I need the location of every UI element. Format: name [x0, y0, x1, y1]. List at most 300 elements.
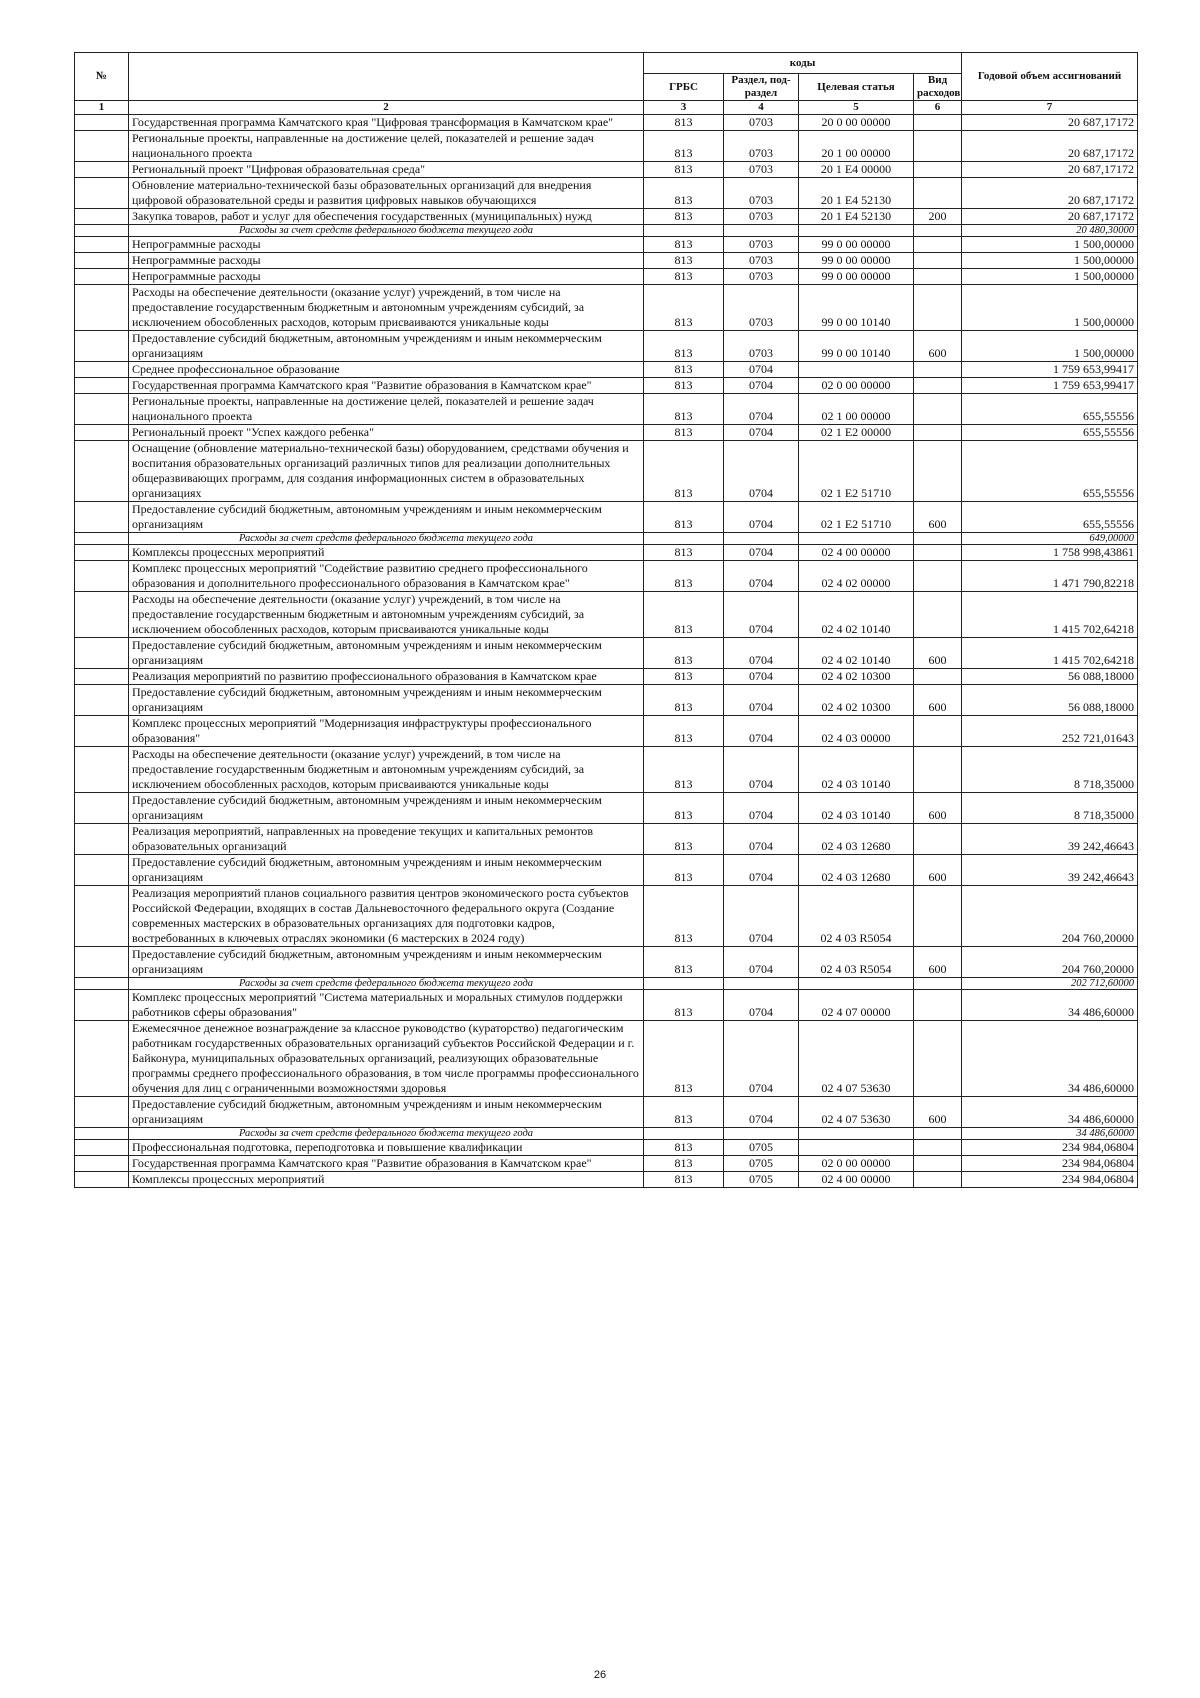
cell-amount: 20 687,17172: [962, 162, 1138, 178]
cell-amount: 39 242,46643: [962, 824, 1138, 855]
cell-no: [75, 545, 129, 561]
cell-no: [75, 269, 129, 285]
cell-target: 02 4 03 R5054: [799, 947, 914, 978]
cell-name: Комплекс процессных мероприятий "Модернизация инфраструктуры профессионального образования": [129, 716, 644, 747]
cell-section: 0704: [724, 425, 799, 441]
cell-no: [75, 793, 129, 824]
cell-amount: 202 712,60000: [962, 978, 1138, 990]
cell-name: Среднее профессиональное образование: [129, 362, 644, 378]
cell-kind: 600: [914, 638, 962, 669]
cell-grbs: 813: [644, 502, 724, 533]
cell-name: Предоставление субсидий бюджетным, автономным учреждениям и иным некоммерческим организациям: [129, 1097, 644, 1128]
cell-grbs: [644, 533, 724, 545]
cell-amount: 1 500,00000: [962, 253, 1138, 269]
cell-amount: 204 760,20000: [962, 947, 1138, 978]
cell-target: 02 4 02 10300: [799, 669, 914, 685]
cell-no: [75, 978, 129, 990]
table-row: [75, 362, 1138, 378]
cell-section: 0704: [724, 394, 799, 425]
cell-target: 02 0 00 00000: [799, 1156, 914, 1172]
cell-section: 0704: [724, 638, 799, 669]
cell-amount: 655,55556: [962, 502, 1138, 533]
table-row: [75, 331, 1138, 362]
cell-name: Предоставление субсидий бюджетным, автономным учреждениям и иным некоммерческим организациям: [129, 855, 644, 886]
cell-grbs: 813: [644, 545, 724, 561]
col-number: 7: [962, 101, 1138, 115]
cell-amount: 252 721,01643: [962, 716, 1138, 747]
cell-amount: 1 759 653,99417: [962, 378, 1138, 394]
cell-section: 0705: [724, 1172, 799, 1188]
cell-section: 0704: [724, 685, 799, 716]
cell-amount: 1 758 998,43861: [962, 545, 1138, 561]
cell-section: 0704: [724, 886, 799, 947]
col-number: 2: [129, 101, 644, 115]
cell-no: [75, 285, 129, 331]
cell-target: 02 4 03 10140: [799, 793, 914, 824]
cell-kind: [914, 1021, 962, 1097]
cell-no: [75, 886, 129, 947]
cell-amount: 8 718,35000: [962, 793, 1138, 824]
table-row: [75, 502, 1138, 533]
cell-amount: 8 718,35000: [962, 747, 1138, 793]
cell-grbs: 813: [644, 824, 724, 855]
cell-no: [75, 990, 129, 1021]
cell-amount: 1 415 702,64218: [962, 592, 1138, 638]
cell-target: [799, 362, 914, 378]
table-row: [75, 1097, 1138, 1128]
table-row: [75, 1140, 1138, 1156]
cell-no: [75, 253, 129, 269]
cell-section: 0704: [724, 947, 799, 978]
cell-section: 0703: [724, 131, 799, 162]
cell-name: Непрограммные расходы: [129, 269, 644, 285]
cell-name: Региональный проект "Цифровая образовательная среда": [129, 162, 644, 178]
cell-target: 02 4 07 53630: [799, 1097, 914, 1128]
cell-grbs: 813: [644, 178, 724, 209]
cell-grbs: 813: [644, 592, 724, 638]
table-row: [75, 592, 1138, 638]
cell-no: [75, 209, 129, 225]
cell-kind: [914, 178, 962, 209]
cell-kind: 600: [914, 1097, 962, 1128]
cell-amount: 56 088,18000: [962, 685, 1138, 716]
cell-kind: [914, 716, 962, 747]
cell-grbs: 813: [644, 1140, 724, 1156]
cell-target: [799, 533, 914, 545]
cell-kind: [914, 269, 962, 285]
cell-amount: 234 984,06804: [962, 1172, 1138, 1188]
table-row: [75, 669, 1138, 685]
cell-amount: 20 687,17172: [962, 115, 1138, 131]
cell-amount: 39 242,46643: [962, 855, 1138, 886]
cell-kind: 200: [914, 209, 962, 225]
budget-table: [74, 52, 1138, 1188]
budget-sheet: [74, 52, 1137, 1188]
cell-section: 0703: [724, 209, 799, 225]
cell-grbs: 813: [644, 747, 724, 793]
cell-amount: 655,55556: [962, 394, 1138, 425]
cell-no: [75, 237, 129, 253]
cell-target: 02 4 03 12680: [799, 855, 914, 886]
cell-kind: [914, 561, 962, 592]
cell-grbs: 813: [644, 285, 724, 331]
cell-target: [799, 978, 914, 990]
cell-no: [75, 1021, 129, 1097]
cell-grbs: 813: [644, 561, 724, 592]
cell-target: 02 4 03 00000: [799, 716, 914, 747]
cell-amount: 34 486,60000: [962, 990, 1138, 1021]
cell-name: Расходы за счет средств федерального бюджета текущего года: [129, 533, 644, 545]
cell-section: 0704: [724, 669, 799, 685]
cell-grbs: 813: [644, 237, 724, 253]
header-target: Целевая статья: [799, 74, 914, 101]
cell-no: [75, 502, 129, 533]
cell-no: [75, 685, 129, 716]
cell-name: Государственная программа Камчатского края "Развитие образования в Камчатском крае": [129, 1156, 644, 1172]
cell-no: [75, 378, 129, 394]
note-row: [75, 978, 1138, 990]
cell-no: [75, 162, 129, 178]
cell-kind: [914, 253, 962, 269]
header-codes: коды: [644, 53, 962, 74]
cell-section: 0703: [724, 285, 799, 331]
cell-amount: 56 088,18000: [962, 669, 1138, 685]
table-row: [75, 378, 1138, 394]
cell-target: 02 1 E2 00000: [799, 425, 914, 441]
cell-section: 0705: [724, 1140, 799, 1156]
cell-kind: [914, 886, 962, 947]
cell-grbs: 813: [644, 990, 724, 1021]
cell-target: 99 0 00 10140: [799, 285, 914, 331]
cell-name: Профессиональная подготовка, переподготовка и повышение квалификации: [129, 1140, 644, 1156]
cell-name: Непрограммные расходы: [129, 237, 644, 253]
cell-no: [75, 362, 129, 378]
cell-no: [75, 178, 129, 209]
cell-amount: 34 486,60000: [962, 1128, 1138, 1140]
cell-amount: 34 486,60000: [962, 1097, 1138, 1128]
table-row: [75, 131, 1138, 162]
cell-name: Комплекс процессных мероприятий "Содействие развитию среднего профессионального образования и дополнительного профессионального образования в Камчатском крае": [129, 561, 644, 592]
cell-kind: [914, 131, 962, 162]
cell-section: 0704: [724, 793, 799, 824]
cell-no: [75, 1156, 129, 1172]
cell-kind: [914, 824, 962, 855]
cell-target: 02 4 03 10140: [799, 747, 914, 793]
cell-target: 02 4 02 10140: [799, 592, 914, 638]
cell-name: Региональные проекты, направленные на достижение целей, показателей и решение задач национального проекта: [129, 394, 644, 425]
cell-no: [75, 1097, 129, 1128]
cell-name: Ежемесячное денежное вознаграждение за классное руководство (кураторство) педагогическим работникам государственных образовательных организаций субъектов Российской Федерации и г. Байконура, муниципальных образовательных организаций, реализующих образовательные программы среднего профессионального образования, в том числе программы профессионального обучения для лиц с ограниченными возможностями здоровья: [129, 1021, 644, 1097]
cell-section: [724, 533, 799, 545]
cell-grbs: 813: [644, 947, 724, 978]
cell-section: 0703: [724, 269, 799, 285]
cell-kind: [914, 362, 962, 378]
cell-amount: 1 471 790,82218: [962, 561, 1138, 592]
cell-target: 20 1 E4 52130: [799, 209, 914, 225]
cell-name: Предоставление субсидий бюджетным, автономным учреждениям и иным некоммерческим организациям: [129, 947, 644, 978]
cell-kind: [914, 1140, 962, 1156]
cell-kind: [914, 237, 962, 253]
cell-grbs: 813: [644, 394, 724, 425]
table-row: [75, 561, 1138, 592]
cell-grbs: 813: [644, 162, 724, 178]
cell-grbs: 813: [644, 669, 724, 685]
cell-target: 02 0 00 00000: [799, 378, 914, 394]
cell-kind: 600: [914, 855, 962, 886]
cell-kind: [914, 378, 962, 394]
cell-grbs: 813: [644, 638, 724, 669]
cell-grbs: 813: [644, 441, 724, 502]
cell-kind: [914, 545, 962, 561]
cell-grbs: 813: [644, 115, 724, 131]
cell-kind: [914, 115, 962, 131]
note-row: [75, 533, 1138, 545]
cell-section: 0704: [724, 716, 799, 747]
cell-no: [75, 131, 129, 162]
cell-amount: 1 500,00000: [962, 237, 1138, 253]
cell-grbs: 813: [644, 331, 724, 362]
table-row: [75, 886, 1138, 947]
cell-section: 0704: [724, 362, 799, 378]
cell-target: 02 4 00 00000: [799, 545, 914, 561]
header-no: №: [75, 53, 129, 101]
cell-grbs: 813: [644, 1097, 724, 1128]
cell-amount: 649,00000: [962, 533, 1138, 545]
cell-amount: 34 486,60000: [962, 1021, 1138, 1097]
table-row: [75, 253, 1138, 269]
cell-target: 02 1 E2 51710: [799, 441, 914, 502]
cell-kind: [914, 425, 962, 441]
cell-section: 0704: [724, 990, 799, 1021]
cell-section: 0704: [724, 545, 799, 561]
cell-grbs: [644, 978, 724, 990]
cell-grbs: 813: [644, 425, 724, 441]
cell-target: 20 1 00 00000: [799, 131, 914, 162]
cell-no: [75, 533, 129, 545]
cell-name: Закупка товаров, работ и услуг для обеспечения государственных (муниципальных) нужд: [129, 209, 644, 225]
cell-no: [75, 716, 129, 747]
cell-kind: 600: [914, 947, 962, 978]
table-row: [75, 855, 1138, 886]
cell-section: 0703: [724, 237, 799, 253]
cell-section: 0704: [724, 1021, 799, 1097]
cell-kind: 600: [914, 502, 962, 533]
cell-grbs: 813: [644, 855, 724, 886]
cell-grbs: 813: [644, 793, 724, 824]
cell-grbs: 813: [644, 1021, 724, 1097]
cell-target: 20 0 00 00000: [799, 115, 914, 131]
cell-grbs: 813: [644, 253, 724, 269]
cell-kind: [914, 285, 962, 331]
cell-grbs: 813: [644, 1172, 724, 1188]
cell-name: Региональные проекты, направленные на достижение целей, показателей и решение задач национального проекта: [129, 131, 644, 162]
cell-name: Предоставление субсидий бюджетным, автономным учреждениям и иным некоммерческим организациям: [129, 685, 644, 716]
cell-no: [75, 394, 129, 425]
cell-target: 20 1 E4 52130: [799, 178, 914, 209]
cell-grbs: 813: [644, 131, 724, 162]
cell-section: [724, 225, 799, 237]
cell-target: 02 1 E2 51710: [799, 502, 914, 533]
cell-amount: 204 760,20000: [962, 886, 1138, 947]
cell-no: [75, 441, 129, 502]
table-row: [75, 747, 1138, 793]
cell-name: Расходы на обеспечение деятельности (оказание услуг) учреждений, в том числе на предоставление государственным бюджетным и автономным учреждениям субсидий, за исключением обособленных расходов, которым присваиваются уникальные коды: [129, 747, 644, 793]
cell-kind: [914, 394, 962, 425]
table-row: [75, 545, 1138, 561]
cell-no: [75, 947, 129, 978]
cell-no: [75, 855, 129, 886]
header-amount: Годовой объем ассигнований: [962, 53, 1138, 101]
cell-grbs: 813: [644, 716, 724, 747]
table-row: [75, 1021, 1138, 1097]
cell-section: 0705: [724, 1156, 799, 1172]
cell-grbs: 813: [644, 269, 724, 285]
cell-section: [724, 978, 799, 990]
cell-target: 99 0 00 00000: [799, 269, 914, 285]
cell-amount: 655,55556: [962, 441, 1138, 502]
cell-section: 0704: [724, 592, 799, 638]
cell-no: [75, 1172, 129, 1188]
table-row: [75, 824, 1138, 855]
col-number: 1: [75, 101, 129, 115]
cell-target: 02 4 02 10300: [799, 685, 914, 716]
cell-amount: 20 687,17172: [962, 131, 1138, 162]
cell-amount: 20 480,30000: [962, 225, 1138, 237]
cell-name: Расходы за счет средств федерального бюджета текущего года: [129, 978, 644, 990]
cell-name: Расходы за счет средств федерального бюджета текущего года: [129, 225, 644, 237]
cell-amount: 20 687,17172: [962, 178, 1138, 209]
cell-kind: [914, 225, 962, 237]
note-row: [75, 1128, 1138, 1140]
cell-grbs: 813: [644, 209, 724, 225]
header-row-codes: [75, 53, 1138, 74]
cell-no: [75, 638, 129, 669]
cell-target: 02 4 03 R5054: [799, 886, 914, 947]
cell-name: Расходы за счет средств федерального бюджета текущего года: [129, 1128, 644, 1140]
cell-name: Предоставление субсидий бюджетным, автономным учреждениям и иным некоммерческим организациям: [129, 331, 644, 362]
cell-name: Реализация мероприятий планов социального развития центров экономического роста субъектов Российской Федерации, входящих в состав Дальневосточного федерального округа (Создание современных мастерских в образовательных организациях для подготовки кадров, востребованных в ключевых отраслях экономики (6 мастерских в 2024 году): [129, 886, 644, 947]
table-row: [75, 793, 1138, 824]
table-row: [75, 269, 1138, 285]
cell-name: Государственная программа Камчатского края "Развитие образования в Камчатском крае": [129, 378, 644, 394]
cell-no: [75, 1128, 129, 1140]
cell-amount: 1 759 653,99417: [962, 362, 1138, 378]
cell-no: [75, 747, 129, 793]
page-number: 26: [593, 1669, 607, 1681]
table-row: [75, 638, 1138, 669]
col-number: 4: [724, 101, 799, 115]
cell-kind: [914, 1128, 962, 1140]
cell-amount: 1 500,00000: [962, 269, 1138, 285]
cell-target: 02 4 02 10140: [799, 638, 914, 669]
table-row: [75, 237, 1138, 253]
cell-no: [75, 669, 129, 685]
cell-no: [75, 592, 129, 638]
cell-section: 0704: [724, 747, 799, 793]
cell-name: Комплексы процессных мероприятий: [129, 1172, 644, 1188]
cell-target: 02 4 03 12680: [799, 824, 914, 855]
cell-name: Реализация мероприятий по развитию профессионального образования в Камчатском крае: [129, 669, 644, 685]
cell-grbs: [644, 225, 724, 237]
cell-name: Предоставление субсидий бюджетным, автономным учреждениям и иным некоммерческим организациям: [129, 638, 644, 669]
cell-kind: [914, 747, 962, 793]
cell-amount: 234 984,06804: [962, 1140, 1138, 1156]
cell-section: 0704: [724, 441, 799, 502]
cell-section: 0703: [724, 253, 799, 269]
cell-no: [75, 425, 129, 441]
cell-name: Предоставление субсидий бюджетным, автономным учреждениям и иным некоммерческим организациям: [129, 502, 644, 533]
cell-kind: [914, 162, 962, 178]
cell-target: 99 0 00 10140: [799, 331, 914, 362]
cell-name: Комплексы процессных мероприятий: [129, 545, 644, 561]
cell-no: [75, 561, 129, 592]
cell-kind: [914, 533, 962, 545]
header-row-numbers: [75, 101, 1138, 115]
table-row: [75, 285, 1138, 331]
cell-section: 0703: [724, 178, 799, 209]
cell-name: Региональный проект "Успех каждого ребенка": [129, 425, 644, 441]
cell-grbs: 813: [644, 362, 724, 378]
cell-no: [75, 824, 129, 855]
header-grbs: ГРБС: [644, 74, 724, 101]
cell-amount: 1 415 702,64218: [962, 638, 1138, 669]
cell-name: Расходы на обеспечение деятельности (оказание услуг) учреждений, в том числе на предоставление государственным бюджетным и автономным учреждениям субсидий, за исключением обособленных расходов, которым присваиваются уникальные коды: [129, 285, 644, 331]
table-row: [75, 441, 1138, 502]
header-name: [129, 53, 644, 101]
cell-target: 02 4 00 00000: [799, 1172, 914, 1188]
cell-section: 0704: [724, 378, 799, 394]
table-row: [75, 716, 1138, 747]
cell-no: [75, 331, 129, 362]
table-row: [75, 394, 1138, 425]
table-row: [75, 1172, 1138, 1188]
cell-amount: 20 687,17172: [962, 209, 1138, 225]
cell-name: Расходы на обеспечение деятельности (оказание услуг) учреждений, в том числе на предоставление государственным бюджетным и автономным учреждениям субсидий, за исключением обособленных расходов, которым присваиваются уникальные коды: [129, 592, 644, 638]
cell-no: [75, 225, 129, 237]
table-row: [75, 1156, 1138, 1172]
cell-amount: 655,55556: [962, 425, 1138, 441]
col-number: 5: [799, 101, 914, 115]
cell-kind: 600: [914, 331, 962, 362]
cell-section: 0703: [724, 162, 799, 178]
cell-kind: 600: [914, 793, 962, 824]
table-row: [75, 685, 1138, 716]
cell-section: 0704: [724, 855, 799, 886]
header-section: Раздел, под-раздел: [724, 74, 799, 101]
cell-kind: 600: [914, 685, 962, 716]
cell-target: 02 4 07 53630: [799, 1021, 914, 1097]
cell-grbs: [644, 1128, 724, 1140]
table-row: [75, 178, 1138, 209]
cell-target: [799, 1128, 914, 1140]
cell-target: 20 1 E4 00000: [799, 162, 914, 178]
cell-kind: [914, 1156, 962, 1172]
table-row: [75, 162, 1138, 178]
cell-name: Реализация мероприятий, направленных на проведение текущих и капитальных ремонтов образовательных организаций: [129, 824, 644, 855]
cell-target: [799, 225, 914, 237]
cell-no: [75, 1140, 129, 1156]
cell-kind: [914, 592, 962, 638]
table-row: [75, 209, 1138, 225]
cell-target: 99 0 00 00000: [799, 253, 914, 269]
cell-name: Оснащение (обновление материально-технической базы) оборудованием, средствами обучения и воспитания образовательных организаций различных типов для реализации дополнительных общеразвивающих программ, для создания информационных систем в образовательных организациях: [129, 441, 644, 502]
cell-target: 99 0 00 00000: [799, 237, 914, 253]
table-body: [75, 115, 1138, 1188]
note-row: [75, 225, 1138, 237]
cell-amount: 1 500,00000: [962, 285, 1138, 331]
cell-target: 02 4 02 00000: [799, 561, 914, 592]
cell-target: 02 4 07 00000: [799, 990, 914, 1021]
